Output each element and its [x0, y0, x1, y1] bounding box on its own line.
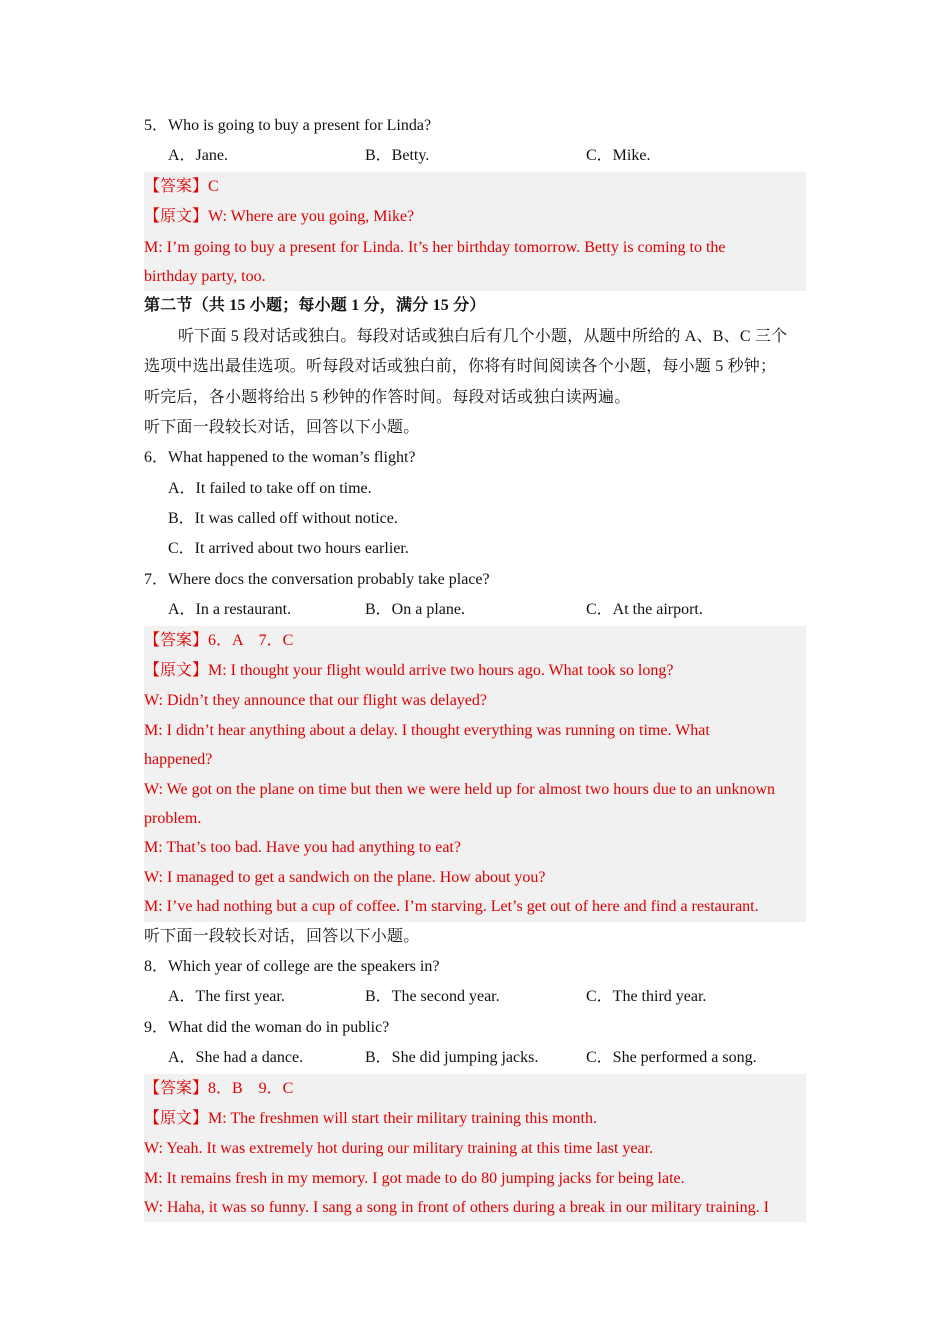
instructions-line: 选项中选出最佳选项。听每段对话或独白前，你将有时间阅读各个小题，每小题 5 秒钟；	[144, 358, 777, 376]
option-c: C．Mike.	[586, 147, 651, 165]
transcript-line: W: Didn’t they announce that our flight was delayed?	[144, 692, 488, 710]
question-6: 6．What happened to the woman’s flight?	[144, 449, 416, 467]
answer-block-5	[144, 172, 806, 292]
transcript-line: M: I didn’t hear anything about a delay. I thought everything was running on time. What	[144, 721, 710, 739]
option-b: B．The second year.	[365, 988, 500, 1006]
option-c: C．It arrived about two hours earlier.	[168, 540, 409, 558]
instructions-line: 听下面 5 段对话或独白。每段对话或独白后有几个小题，从题中所给的 A、B、C 三个	[178, 327, 788, 345]
transcript-line: W: Yeah. It was extremely hot during our military training at this time last year.	[144, 1140, 654, 1158]
question-9-options	[144, 1043, 806, 1073]
answer-label: 【答案】C	[144, 177, 219, 195]
answer-label: 【答案】8．B 9．C	[144, 1079, 294, 1097]
option-b: B．She did jumping jacks.	[365, 1049, 539, 1067]
option-a: A．The first year.	[168, 988, 285, 1006]
question-9: 9．What did the woman do in public?	[144, 1018, 390, 1036]
option-a: A．Jane.	[168, 147, 228, 165]
section-heading: 第二节（共 15 小题；每小题 1 分，满分 15 分）	[144, 297, 486, 315]
transcript-line: birthday party, too.	[144, 267, 266, 285]
transcript-line: W: Haha, it was so funny. I sang a song in front of others during a break in our military training. I	[144, 1199, 769, 1217]
question-5: 5．Who is going to buy a present for Linda?	[144, 117, 432, 134]
option-b: B．Betty.	[365, 147, 430, 165]
answer-block-8-9	[144, 1074, 806, 1223]
transcript-line: 【原文】M: The freshmen will start their military training this month.	[144, 1109, 597, 1127]
option-a: A．In a restaurant.	[168, 601, 292, 619]
transcript-line: 【原文】W: Where are you going, Mike?	[144, 208, 415, 226]
transcript-line: happened?	[144, 751, 213, 769]
transcript-line: problem.	[144, 809, 202, 827]
transcript-line: M: That’s too bad. Have you had anything to eat?	[144, 839, 461, 857]
transcript-line: 【原文】M: I thought your flight would arrive two hours ago. What took so long?	[144, 662, 674, 680]
transcript-line: M: I’m going to buy a present for Linda. It’s her birthday tomorrow. Betty is coming to the	[144, 238, 726, 256]
option-c: C．She performed a song.	[586, 1049, 757, 1067]
answer-block-6-7	[144, 626, 806, 922]
option-a: A．It failed to take off on time.	[168, 479, 372, 497]
dialog-intro: 听下面一段较长对话，回答以下小题。	[144, 418, 420, 436]
question-7-options	[144, 595, 806, 625]
instructions-line: 听完后，各小题将给出 5 秒钟的作答时间。每段对话或独白读两遍。	[144, 388, 631, 406]
question-5-options	[144, 141, 806, 171]
answer-label: 【答案】6．A 7．C	[144, 631, 294, 649]
option-c: C．The third year.	[586, 988, 707, 1006]
transcript-line: M: I’ve had nothing but a cup of coffee. I’m starving. Let’s get out of here and find a restaurant.	[144, 898, 759, 916]
option-c: C．At the airport.	[586, 601, 703, 619]
question-7: 7．Where docs the conversation probably take place?	[144, 570, 490, 588]
question-8-options	[144, 982, 806, 1012]
document-page	[144, 111, 806, 1222]
option-a: A．She had a dance.	[168, 1049, 304, 1067]
transcript-line: M: It remains fresh in my memory. I got made to do 80 jumping jacks for being late.	[144, 1169, 685, 1187]
transcript-line: W: I managed to get a sandwich on the plane. How about you?	[144, 868, 546, 886]
transcript-line: W: We got on the plane on time but then we were held up for almost two hours due to an unknown	[144, 780, 776, 798]
dialog-intro: 听下面一段较长对话，回答以下小题。	[144, 927, 420, 945]
option-b: B．It was called off without notice.	[168, 510, 398, 528]
question-8: 8．Which year of college are the speakers in?	[144, 957, 440, 975]
option-b: B．On a plane.	[365, 601, 465, 619]
